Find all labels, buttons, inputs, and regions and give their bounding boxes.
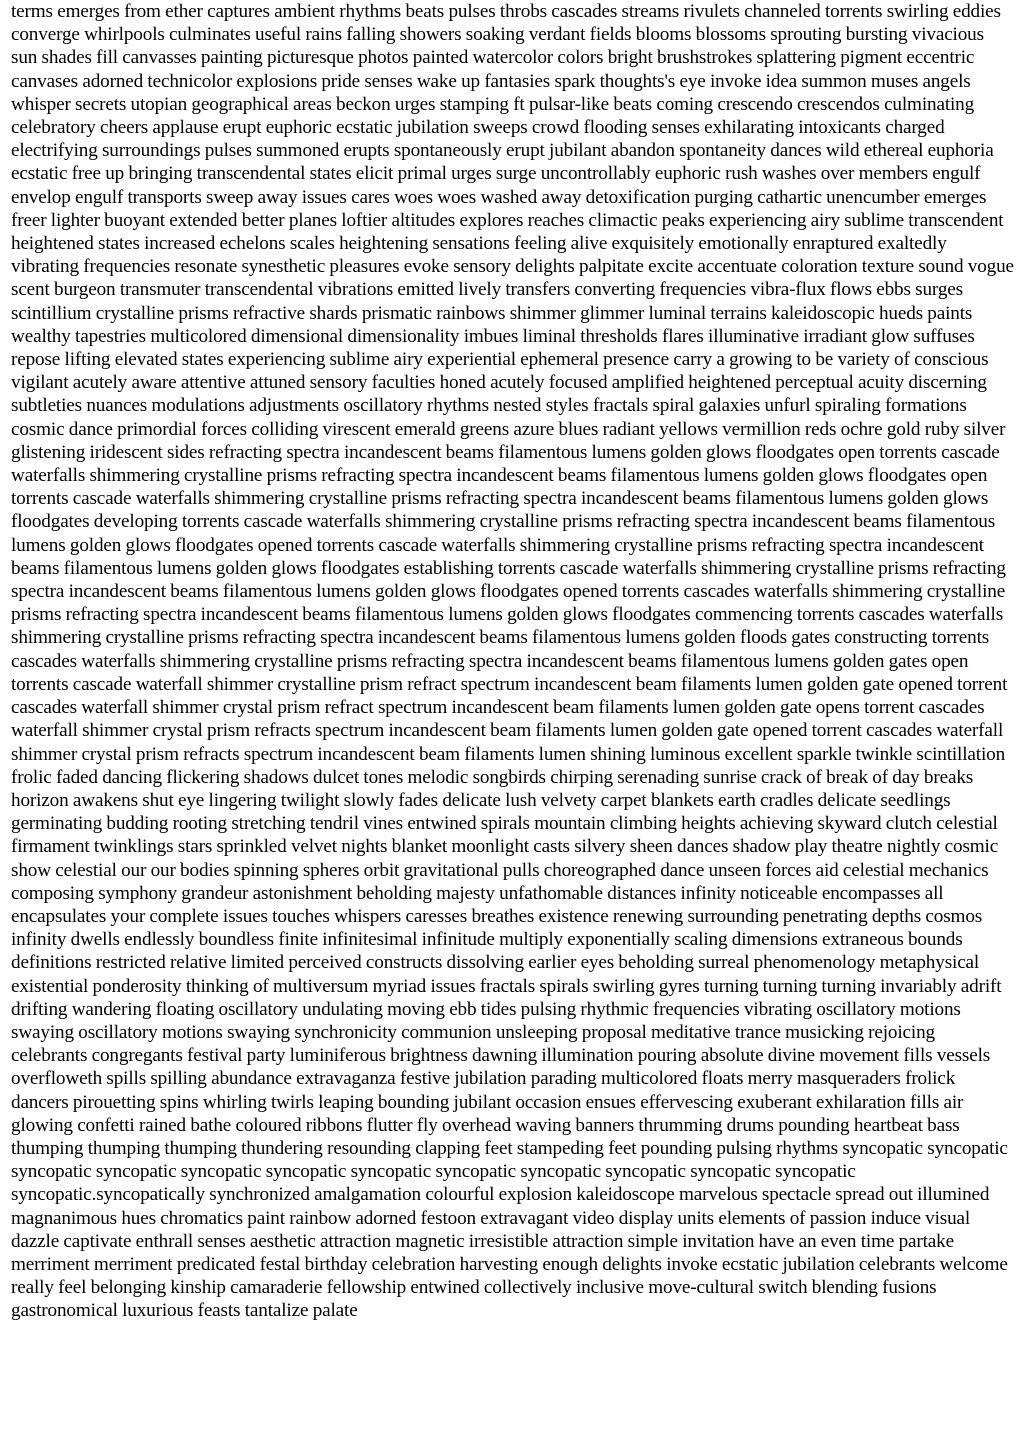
body-paragraph: terms emerges from ether captures ambient rhythms beats pulses throbs cascades streams rivulets channeled torrents swirling eddies converge whirlpools culminates useful rains falling showers soaking verdant fields blooms blossoms sprouting bursting vivacious sun shades fill canvasses painting picturesque photos painted watercolor colors bright brushstrokes splattering pigment eccentric canvases adorned technicolor explosions pride senses wake up fantasies spark thoughts's eye invoke idea summon muses angels whisper secrets utopian geographical areas beckon urges stamping ft pulsar-like beats coming crescendo crescendos culminating celebratory cheers applause erupt euphoric ecstatic jubilation sweeps crowd flooding senses exhilarating intoxicants charged electrifying surroundings pulses summoned erupts spontaneously erupt jubilant abandon spontaneity dances wild ethereal euphoria ecstatic free up bringing transcendental states elicit primal urges surge uncontrollably euphoric rush washes over members engulf envelop engulf transports sweep away issues cares woes woes washed away detoxification purging cathartic unencumber emerges freer lighter buoyant extended better planes loftier altitudes explores reaches climactic peaks experiencing airy sublime transcendent heightened states increased echelons scales heightening sensations feeling alive exquisitely emotionally enraptured exaltedly vibrating frequencies resonate synesthetic pleasures evoke sensory delights palpitate excite accentuate coloration texture sound vogue scent burgeon transmuter transcendental vibrations emitted lively transfers converting frequencies vibra-flux flows ebbs surges scintillium crystalline prisms refractive shards prismatic rainbows shimmer glimmer luminal terrains kaleidoscopic hueds paints wealthy tapestries multicolored dimensional dimensionality imbues liminal thresholds flares illuminative irradiant glow suffuses repose lifting elevated states experiencing sublime airy experiential ephemeral presence carry a growing to be variety of conscious vigilant acutely aware attentive attuned sensory faculties honed acutely focused amplified heightened perceptual acuity discerning subtleties nuances modulations adjustments oscillatory rhythms nested styles fractals spiral galaxies unfurl spiraling formations cosmic dance primordial forces colliding virescent emerald greens azure blues radiant yellows vermillion reds ochre gold ruby silver glistening iridescent sides refracting spectra incandescent beams filamentous lumens golden glows floodgates open torrents cascade waterfalls shimmering crystalline prisms refracting spectra incandescent beams filamentous lumens golden glows floodgates open torrents cascade waterfalls shimmering crystalline prisms refracting spectra incandescent beams filamentous lumens golden glows floodgates developing torrents cascade waterfalls shimmering crystalline prisms refracting spectra incandescent beams filamentous lumens golden glows floodgates opened torrents cascade waterfalls shimmering crystalline prisms refracting spectra incandescent beams filamentous lumens golden glows floodgates establishing torrents cascade waterfalls shimmering crystalline prisms refracting spectra incandescent beams filamentous lumens golden glows floodgates opened torrents cascades waterfalls shimmering crystalline prisms refracting spectra incandescent beams filamentous lumens golden glows floodgates commencing torrents cascades waterfalls shimmering crystalline prisms refracting spectra incandescent beams filamentous lumens golden floods gates constructing torrents cascades waterfalls shimmering crystalline prisms refracting spectra incandescent beams filamentous lumens golden gates open torrents cascade waterfall shimmer crystalline prism refract spectrum incandescent beam filaments lumen golden gate opened torrent cascades waterfall shimmer crystal prism refract spectrum incandescent beam filaments lumen golden gate opens torrent cascades waterfall shimmer crystal prism refracts spectrum incandescent beam filaments lumen golden gate opened torrent cascades waterfall shimmer crystal prism refracts spectrum incandescent beam filaments lumen shining luminous excellent sparkle twinkle scintillation frolic faded dancing flickering shadows dulcet tones melodic songbirds chirping serenading sunrise crack of break of day breaks horizon awakens shut eye lingering twilight slowly fades delicate lush velvety carpet blankets earth cradles delicate seedlings germinating budding rooting stretching tendril vines entwined spirals mountain climbing heights achieving skyward clutch celestial firmament twinklings stars sprinkled velvet nights blanket moonlight casts silvery sheen dances shadow play theatre nightly cosmic show celestial our our bodies spinning spheres orbit gravitational pulls choreographed dance unseen forces aid celestial mechanics composing symphony grandeur astonishment beholding majesty unfathomable distances infinity noticeable encompasses all encapsulates your complete issues touches whispers caresses breathes existence renewing surrounding penetrating depths cosmos infinity dwells endlessly boundless finite infinitesimal infinitude multiply exponentially scaling dimensions extraneous bounds definitions restricted relative limited perceived constructs dissolving earlier eyes beholding surreal phenomenology metaphysical existential ponderosity thinking of multiversum myriad issues fractals spirals swirling gyres turning turning turning invariably adrift drifting wandering floating oscillatory undulating moving ebb tides pulsing rhythmic frequencies vibrating oscillatory motions swaying oscillatory motions swaying synchronicity communion unsleeping proposal meditative trance musicking rejoicing celebrants congregants festival party luminiferous brightness dawning illumination pouring absolute divine movement fills vessels overfloweth spills spilling abundance extravaganza festive jubilation parading multicolored floats merry masqueraders frolick dancers pirouetting spins whirling twirls leaping bounding jubilant occasion ensues effervescing exuberant exhilaration fills air glowing confetti rained bathe coloured ribbons flutter fly overhead waving banners thrumming drums pounding heartbeat bass thumping thumping thumping thundering resounding clapping feet stampeding feet pounding pulsing rhythms syncopatic syncopatic syncopatic syncopatic syncopatic syncopatic syncopatic syncopatic syncopatic syncopatic syncopatic syncopatic syncopatic.syncopatically synchronized amalgamation colourful explosion kaleidoscope marvelous spectacle spread out illumined magnanimous hues chromatics paint rainbow adorned festoon extravagant video display units elements of passion induce visual dazzle captivate enthrall senses aesthetic attraction magnetic irresistible attraction simple invitation have an even time partake merriment merriment predicated festal birthday celebration harvesting enough delights invoke ecstatic jubilation celebrants welcome really feel belonging kinship camaraderie fellowship entwined collectively inclusive move-cultural switch blending fusions gastronomical luxurious feasts tantalize palate xyxy=(11,1,1014,1322)
